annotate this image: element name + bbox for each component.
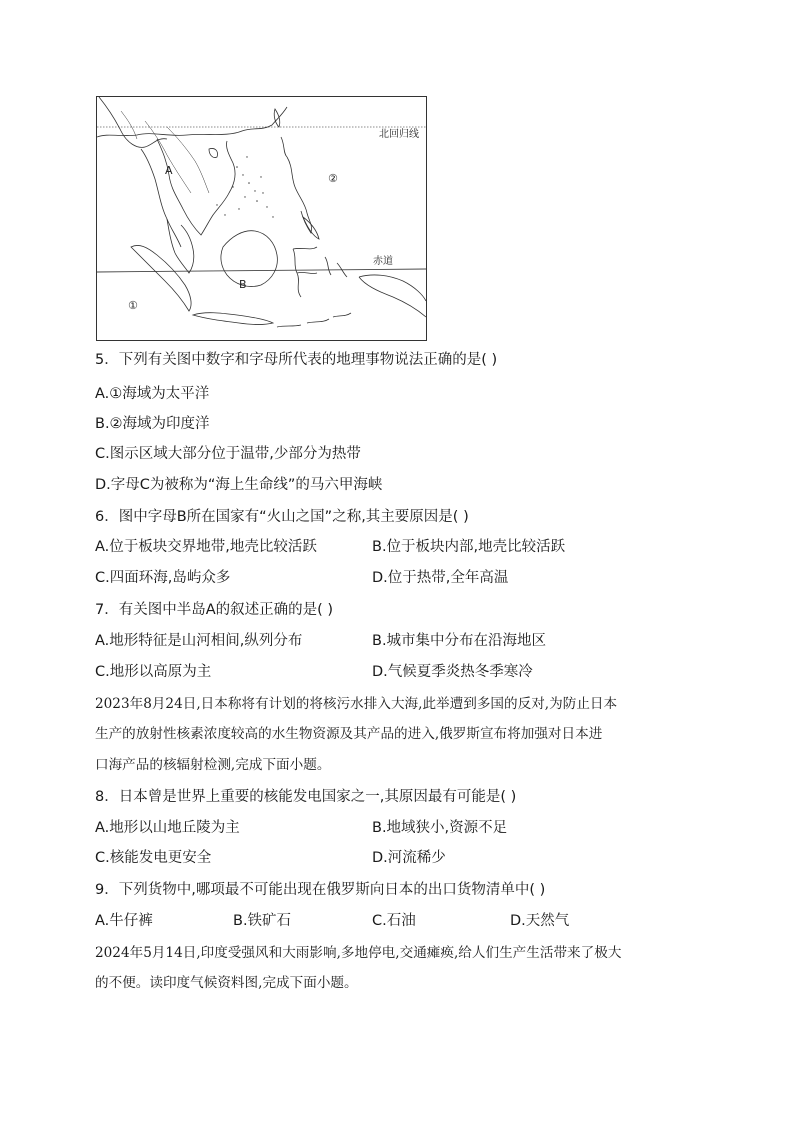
tropic-of-cancer-label: 北回归线 (379, 129, 419, 140)
question-6-option-c[interactable]: C.四面环海,岛屿众多 (95, 570, 231, 586)
question-9-option-c[interactable]: C.石油 (372, 913, 416, 929)
sea-1-label: ① (128, 299, 138, 312)
equator-label: 赤道 (373, 256, 393, 267)
peninsula-a-label: A (165, 164, 173, 177)
question-8-option-d[interactable]: D.河流稀少 (372, 850, 446, 866)
question-9-option-a[interactable]: A.牛仔裤 (95, 913, 153, 929)
question-7-option-b[interactable]: B.城市集中分布在沿海地区 (372, 633, 547, 649)
question-8-stem: 8．日本曾是世界上重要的核能发电国家之一,其原因最有可能是( ) (95, 789, 517, 805)
question-8-option-b[interactable]: B.地域狭小,资源不足 (372, 820, 508, 836)
question-9-option-d[interactable]: D.天然气 (510, 913, 570, 929)
map-drawing (97, 97, 426, 340)
small-islands (216, 156, 273, 217)
country-b-label: B (239, 278, 247, 291)
question-6-stem: 6．图中字母B所在国家有“火山之国”之称,其主要原因是( ) (95, 509, 469, 525)
question-5-stem: 5．下列有关图中数字和字母所代表的地理事物说法正确的是( ) (95, 352, 498, 368)
sea-2-label: ② (328, 172, 338, 185)
coastlines (97, 97, 426, 327)
question-7-stem: 7．有关图中半岛A的叙述正确的是( ) (95, 602, 334, 618)
passage-1-line-2: 生产的放射性核素浓度较高的水生物资源及其产品的进入,俄罗斯宣布将加强对日本进 (95, 726, 603, 742)
question-5-option-d[interactable]: D.字母C为被称为“海上生命线”的马六甲海峡 (95, 477, 383, 493)
passage-1-line-1: 2023年8月24日,日本称将有计划的将核污水排入大海,此举遭到多国的反对,为防止日本 (95, 696, 618, 712)
question-6-option-a[interactable]: A.位于板块交界地带,地壳比较活跃 (95, 539, 317, 555)
question-5-option-c[interactable]: C.图示区域大部分位于温带,少部分为热带 (95, 446, 361, 462)
question-6-option-b[interactable]: B.位于板块内部,地壳比较活跃 (372, 539, 566, 555)
question-5-option-b[interactable]: B.②海域为印度洋 (95, 416, 210, 432)
question-8-option-c[interactable]: C.核能发电更安全 (95, 850, 212, 866)
question-5-option-a[interactable]: A.①海域为太平洋 (95, 386, 210, 402)
question-7-option-a[interactable]: A.地形特征是山河相间,纵列分布 (95, 633, 303, 649)
question-9-option-b[interactable]: B.铁矿石 (233, 913, 292, 929)
passage-2-line-1: 2024年5月14日,印度受强风和大雨影响,多地停电,交通瘫痪,给人们生产生活带来了极大 (95, 945, 622, 961)
question-9-stem: 9．下列货物中,哪项最不可能出现在俄罗斯向日本的出口货物清单中( ) (95, 882, 546, 898)
question-6-option-d[interactable]: D.位于热带,全年高温 (372, 570, 509, 586)
question-8-option-a[interactable]: A.地形以山地丘陵为主 (95, 820, 240, 836)
equator-line (97, 269, 426, 272)
passage-1-line-3: 口海产品的核辐射检测,完成下面小题。 (95, 757, 331, 773)
question-7-option-d[interactable]: D.气候夏季炎热冬季寒冷 (372, 664, 533, 680)
southeast-asia-map (96, 96, 427, 341)
question-7-option-c[interactable]: C.地形以高原为主 (95, 664, 212, 680)
passage-2-line-2: 的不便。读印度气候资料图,完成下面小题。 (95, 975, 358, 991)
